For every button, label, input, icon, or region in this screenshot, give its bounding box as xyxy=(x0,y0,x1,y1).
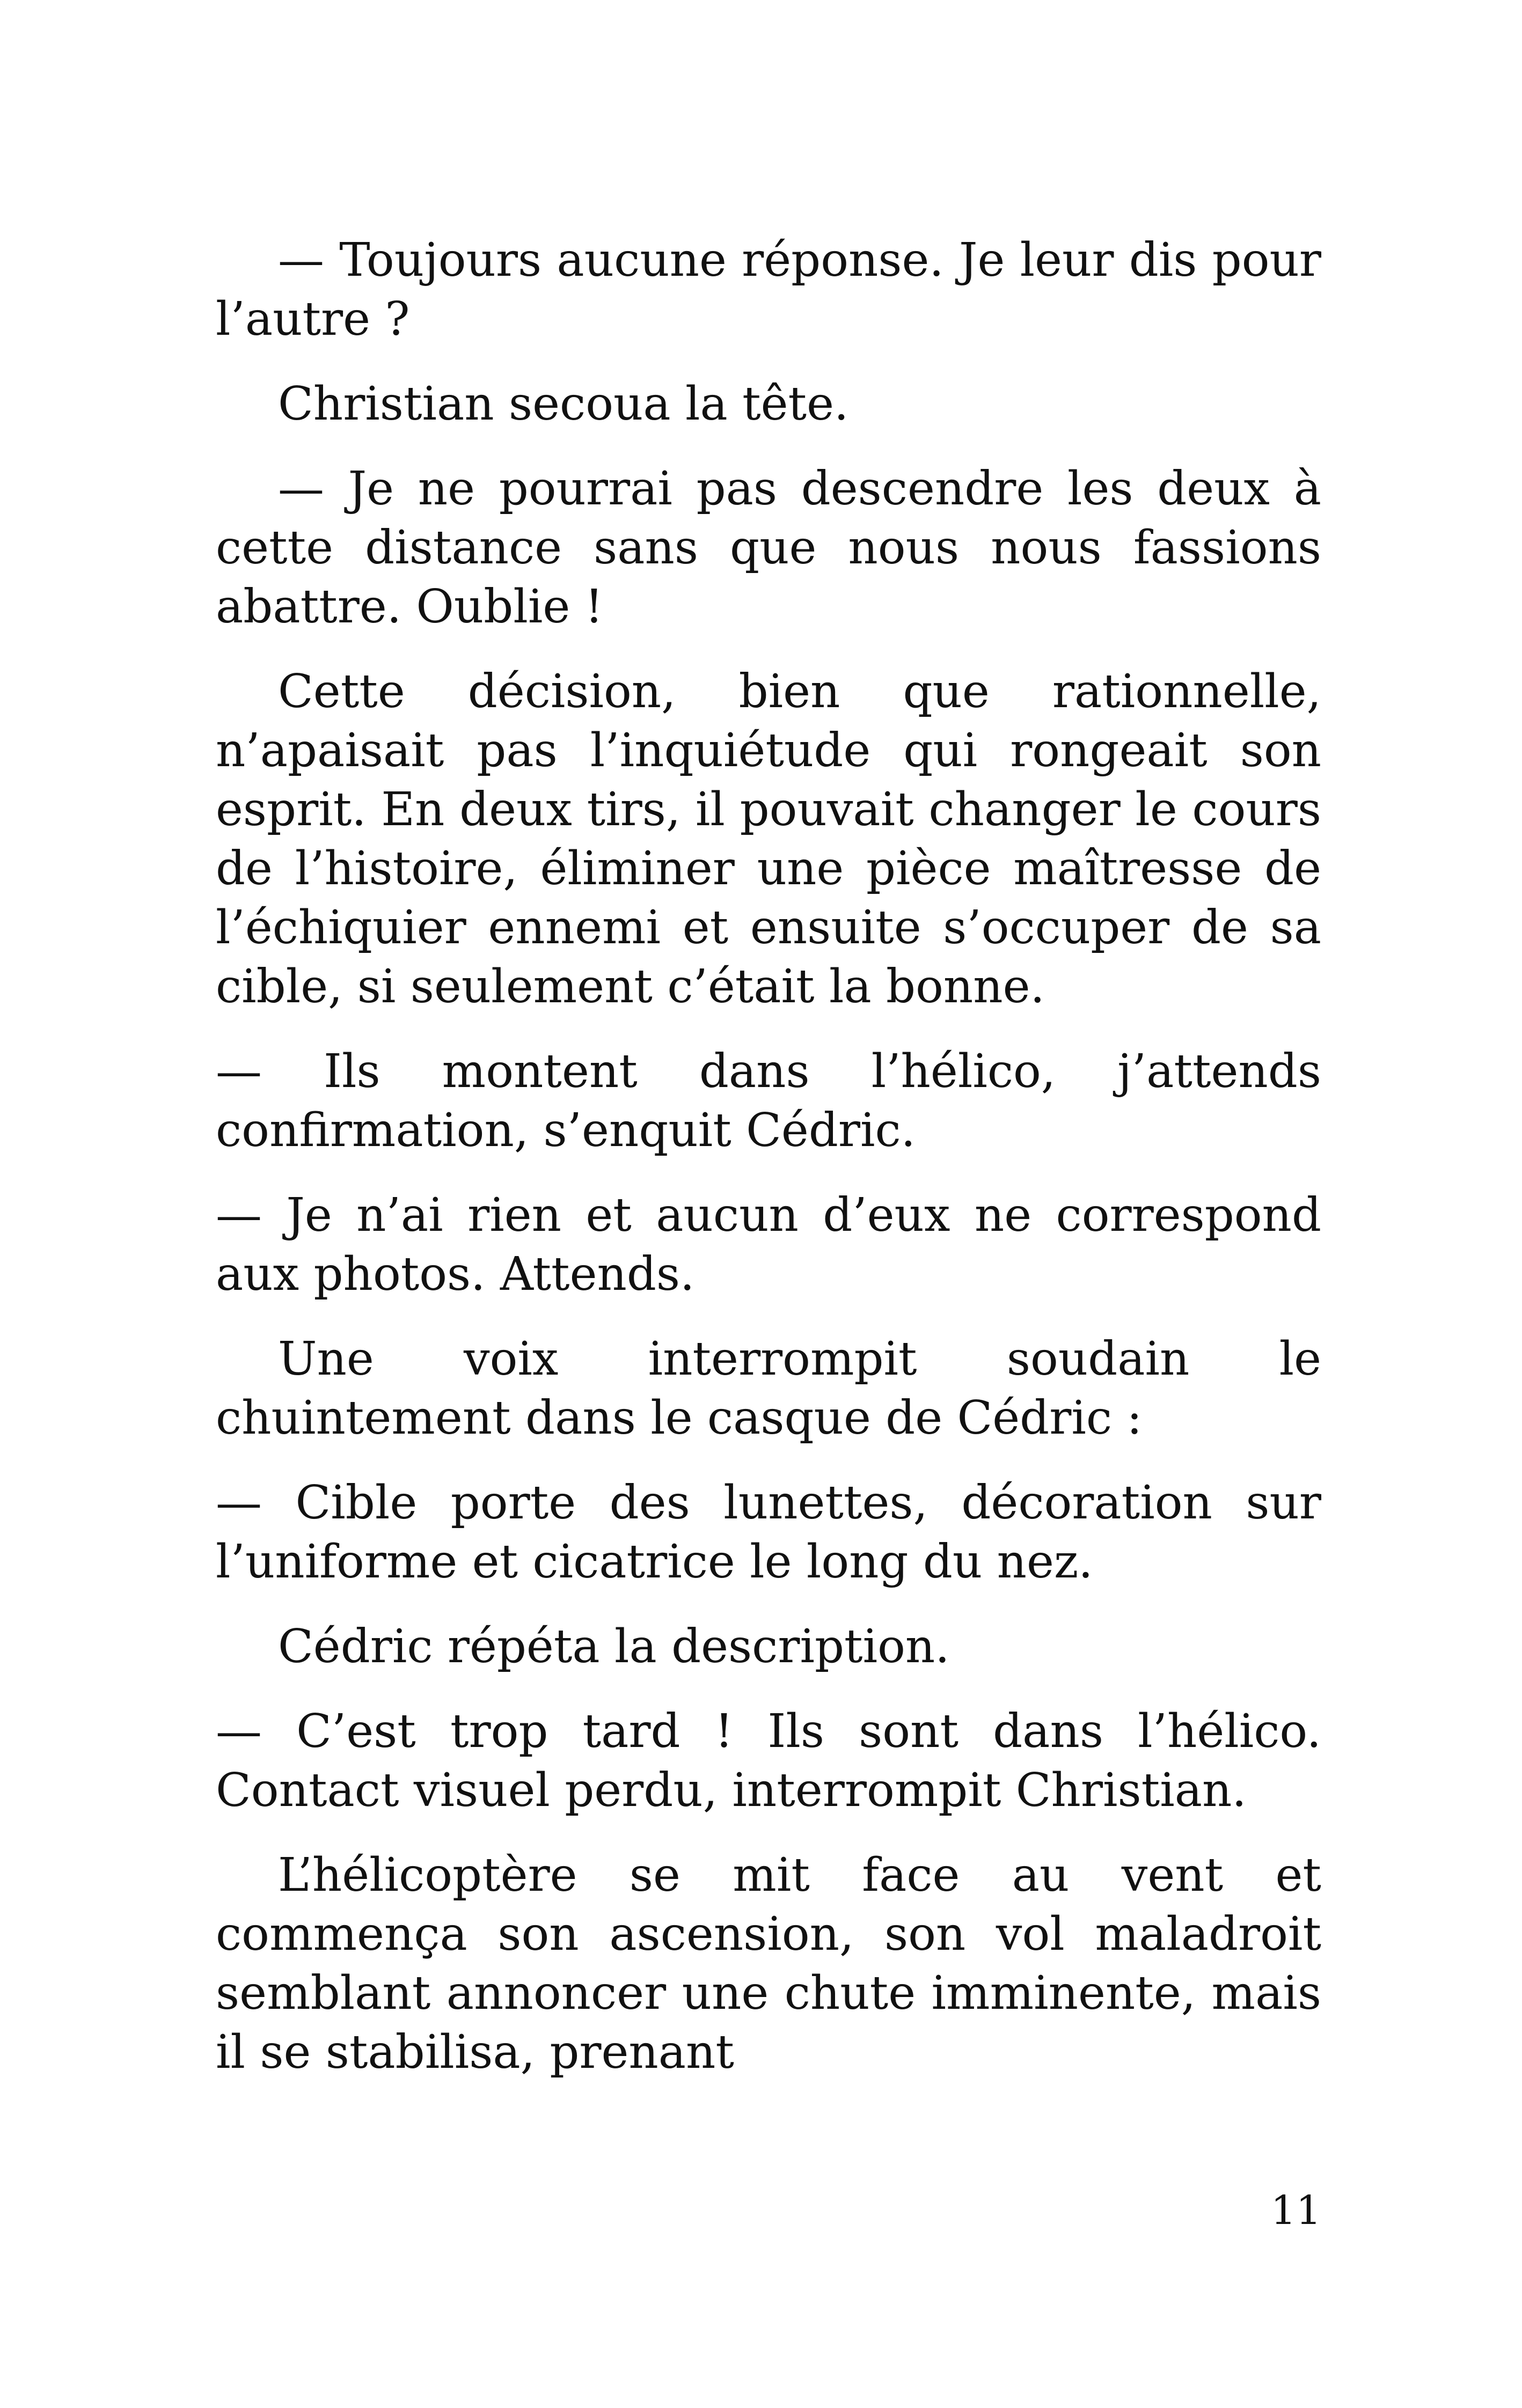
paragraph: — Cible porte des lunettes, décoration sur l’uniforme et cicatrice le long du nez. xyxy=(216,1476,1321,1589)
paragraph: L’hélicoptère se mit face au vent et commença son ascension, son vol maladroit semblant annoncer une chute imminente, mais il se stabilisa, prenant xyxy=(216,1848,1321,2079)
paragraph: Cette décision, bien que rationnelle, n’apaisait pas l’inquiétude qui rongeait son esprit. En deux tirs, il pouvait changer le cours de l’histoire, éliminer une pièce maîtresse de l’échiquier ennemi et ensuite s’occuper de sa cible, si seulement c’était la bonne. xyxy=(216,665,1321,1014)
paragraph: Cédric répéta la description. xyxy=(278,1620,950,1673)
paragraph: — Je n’ai rien et aucun d’eux ne correspond aux photos. Attends. xyxy=(216,1188,1321,1301)
paragraph: — Ils montent dans l’hélico, j’attends confirmation, s’enquit Cédric. xyxy=(216,1045,1321,1157)
page-number: 11 xyxy=(1270,2187,1321,2234)
paragraph: Christian secoua la tête. xyxy=(278,377,849,431)
paragraph: — Toujours aucune réponse. Je leur dis pour l’autre ? xyxy=(216,233,1321,346)
paragraph: Une voix interrompit soudain le chuintement dans le casque de Cédric : xyxy=(216,1332,1321,1445)
paragraph: — Je ne pourrai pas descendre les deux à cette distance sans que nous nous fassions abattre. Oublie ! xyxy=(216,462,1321,634)
body-text xyxy=(216,231,1321,2108)
paragraph: — C’est trop tard ! Ils sont dans l’hélico. Contact visuel perdu, interrompit Christian. xyxy=(216,1705,1321,1817)
